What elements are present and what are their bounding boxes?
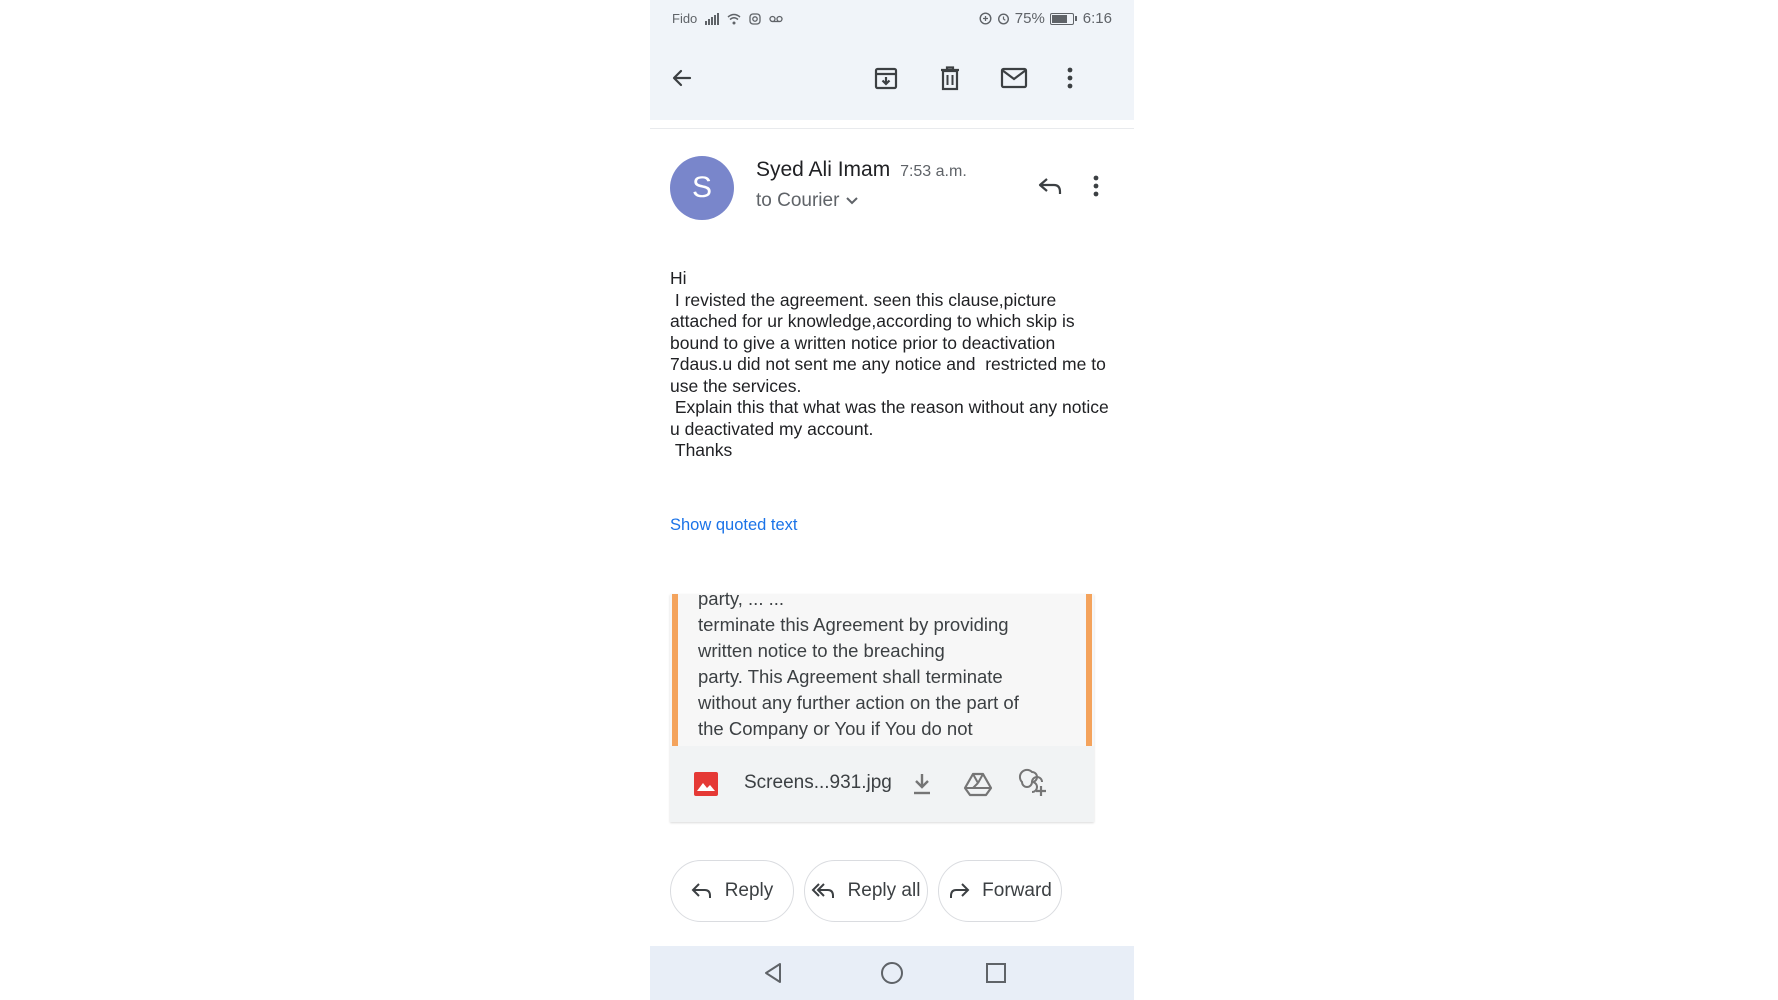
drive-icon[interactable] [960, 766, 996, 802]
image-file-icon [694, 772, 718, 796]
divider [650, 128, 1134, 129]
alarm-icon [997, 12, 1010, 25]
reply-all-button[interactable] [804, 860, 928, 922]
attachment-card[interactable] [670, 588, 1094, 822]
message-more-icon[interactable] [1084, 168, 1108, 204]
reply-icon[interactable] [1032, 168, 1068, 204]
download-icon[interactable] [904, 766, 940, 802]
preview-accent-right [1086, 594, 1092, 746]
trash-icon[interactable] [932, 60, 968, 96]
add-to-photos-icon[interactable] [1016, 766, 1052, 802]
recipient-label: to Courier [756, 190, 840, 211]
nav-back-icon[interactable] [760, 960, 786, 986]
nav-recents-icon[interactable] [983, 960, 1009, 986]
chevron-down-icon [845, 196, 859, 206]
reply-all-label: Reply all [847, 880, 921, 901]
archive-icon[interactable] [868, 60, 904, 96]
carrier-label: Fido [672, 11, 698, 26]
phone-screen [650, 0, 1134, 1000]
sender-name: Syed Ali Imam [756, 158, 891, 181]
avatar[interactable]: S [670, 156, 734, 220]
attachment-preview[interactable] [670, 588, 1094, 746]
reply-icon [691, 882, 713, 900]
reply-label: Reply [724, 880, 774, 901]
forward-label: Forward [982, 880, 1052, 901]
top-app-area [650, 0, 1134, 120]
back-arrow-icon[interactable] [664, 60, 700, 96]
system-nav-bar [650, 946, 1134, 1000]
preview-text: party, ... ... terminate this Agreement by providing written notice to the breaching party. This Agreement shall terminate without any further action on the part of the Company or You if You do not [698, 588, 1019, 739]
mark-unread-icon[interactable] [996, 60, 1032, 96]
email-toolbar [650, 48, 1134, 108]
more-vert-icon[interactable] [1052, 60, 1088, 96]
show-quoted-text-link[interactable]: Show quoted text [670, 516, 798, 534]
nav-home-icon[interactable] [879, 960, 905, 986]
email-time: 7:53 a.m. [900, 163, 967, 180]
signal-icon [705, 13, 719, 25]
wifi-icon [727, 13, 741, 25]
reply-all-icon [812, 882, 836, 900]
email-actions [670, 860, 1114, 924]
status-left [672, 11, 783, 26]
clock: 6:16 [1082, 10, 1112, 27]
voicemail-icon [769, 15, 783, 23]
email-header [670, 156, 1114, 226]
reply-button[interactable] [670, 860, 794, 922]
battery-icon [1050, 13, 1074, 25]
recipient-toggle[interactable] [756, 190, 859, 212]
attachment-bar [670, 746, 1094, 822]
attachment-filename: Screens...931.jpg [744, 772, 892, 793]
sender-line [756, 158, 967, 182]
status-right [979, 10, 1112, 27]
status-bar [650, 0, 1134, 38]
email-body: Hi I revisted the agreement. seen this clause,picture attached for ur knowledge,according to which skip is bound to give a written notice prior to deactivation 7daus.u did not sent me any notice and restricted me to use the services. Explain this that what was the reason without any notice u deactivated my account. Thanks [670, 268, 1109, 460]
preview-accent-left [672, 594, 678, 746]
battery-percent: 75% [1014, 10, 1045, 27]
instagram-icon [749, 13, 761, 25]
forward-button[interactable] [938, 860, 1062, 922]
forward-icon [948, 882, 970, 900]
data-saver-icon [979, 12, 992, 25]
